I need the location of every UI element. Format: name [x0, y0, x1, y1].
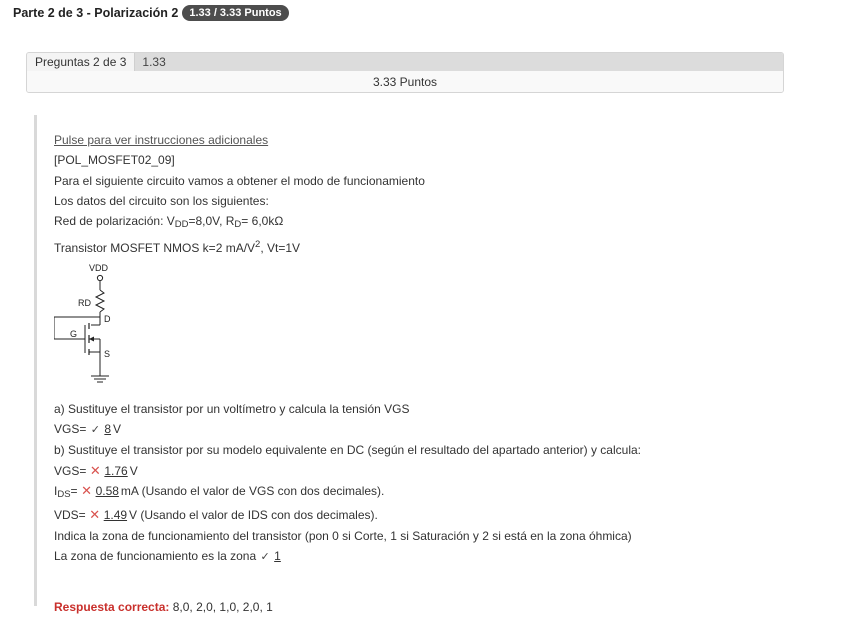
page-header: [13, 4, 289, 22]
correct-answer-label: Respuesta correcta:: [54, 600, 170, 615]
answer-value: 0.58: [95, 483, 119, 498]
s-label: S: [104, 348, 111, 359]
question-box-header: [27, 53, 783, 71]
spacer: [54, 567, 814, 597]
question-content: [54, 130, 814, 617]
vdd-label: VDD: [89, 262, 109, 273]
correct-answer: [54, 597, 814, 617]
checkmark-icon: ✓: [90, 424, 100, 437]
vdd-terminal: [97, 275, 102, 280]
rd-resistor: [96, 290, 104, 312]
question-points: 3.33 Puntos: [27, 71, 783, 93]
d-label: D: [104, 313, 111, 324]
correct-answer-value: 8,0, 2,0, 1,0, 2,0, 1: [172, 600, 273, 615]
score-badge: 1.33 / 3.33 Puntos: [182, 5, 288, 21]
cross-icon: ✕: [81, 482, 93, 498]
data-intro-text: Los datos del circuito son los siguientes:: [54, 193, 269, 208]
answer-zone: La zona de funcionamiento es la zona ✓ 1: [54, 546, 814, 567]
body-arrow: [89, 336, 94, 341]
page-title: Parte 2 de 3 - Polarización 2: [13, 6, 179, 20]
answer-b-vgs: VGS= ✕ 1.76 V: [54, 461, 814, 481]
part-b-text: b) Sustituye el transistor por su modelo equivalente en DC (según el resultado del apartado anterior) y calcula:: [54, 443, 641, 458]
circuit-diagram: [54, 261, 124, 395]
cross-icon: ✕: [89, 507, 101, 523]
g-label: G: [70, 328, 78, 339]
answer-b-ids: $I_{DS}=$ ✕ 0.58 mA (Usando el valor de VGS con dos decimales).: [54, 482, 385, 500]
part-a-text: a) Sustituye el transistor por un voltímetro y calcula la tensión VGS: [54, 401, 410, 416]
bias-network-text: Red de polarización: $V_{DD}=8,0V$, $R_D= 6,0k\Omega$: [54, 214, 284, 231]
rd-label: RD: [78, 297, 91, 308]
question-box: [26, 52, 784, 93]
question-counter-tab[interactable]: Preguntas 2 de 3: [27, 53, 135, 71]
question-code: [POL_MOSFET02_09]: [54, 153, 175, 168]
transistor-text: Transistor MOSFET NMOS k=2 $mA/V^2$, Vt=1V: [54, 239, 301, 256]
answer-b-vds: VDS= ✕ 1.49 V (Usando el valor de IDS con dos decimales).: [54, 505, 814, 525]
cross-icon: ✕: [89, 462, 101, 478]
answer-value: 1: [274, 548, 281, 563]
instructions-link[interactable]: Pulse para ver instrucciones adicionales: [54, 133, 269, 147]
checkmark-icon: ✓: [260, 550, 270, 563]
answer-value: 1.76: [104, 463, 128, 478]
intro-text: Para el siguiente circuito vamos a obtener el modo de funcionamiento: [54, 173, 425, 188]
content-left-bar: [34, 115, 37, 606]
zone-instructions: Indica la zona de funcionamiento del transistor (pon 0 si Corte, 1 si Saturación y 2 si está en la zona óhmica): [54, 528, 632, 543]
answer-value: 1.49: [103, 508, 128, 523]
answer-value: 8: [104, 422, 112, 437]
answer-a-vgs: VGS= ✓ 8 V: [54, 419, 814, 440]
question-score: 1.33: [142, 55, 166, 69]
